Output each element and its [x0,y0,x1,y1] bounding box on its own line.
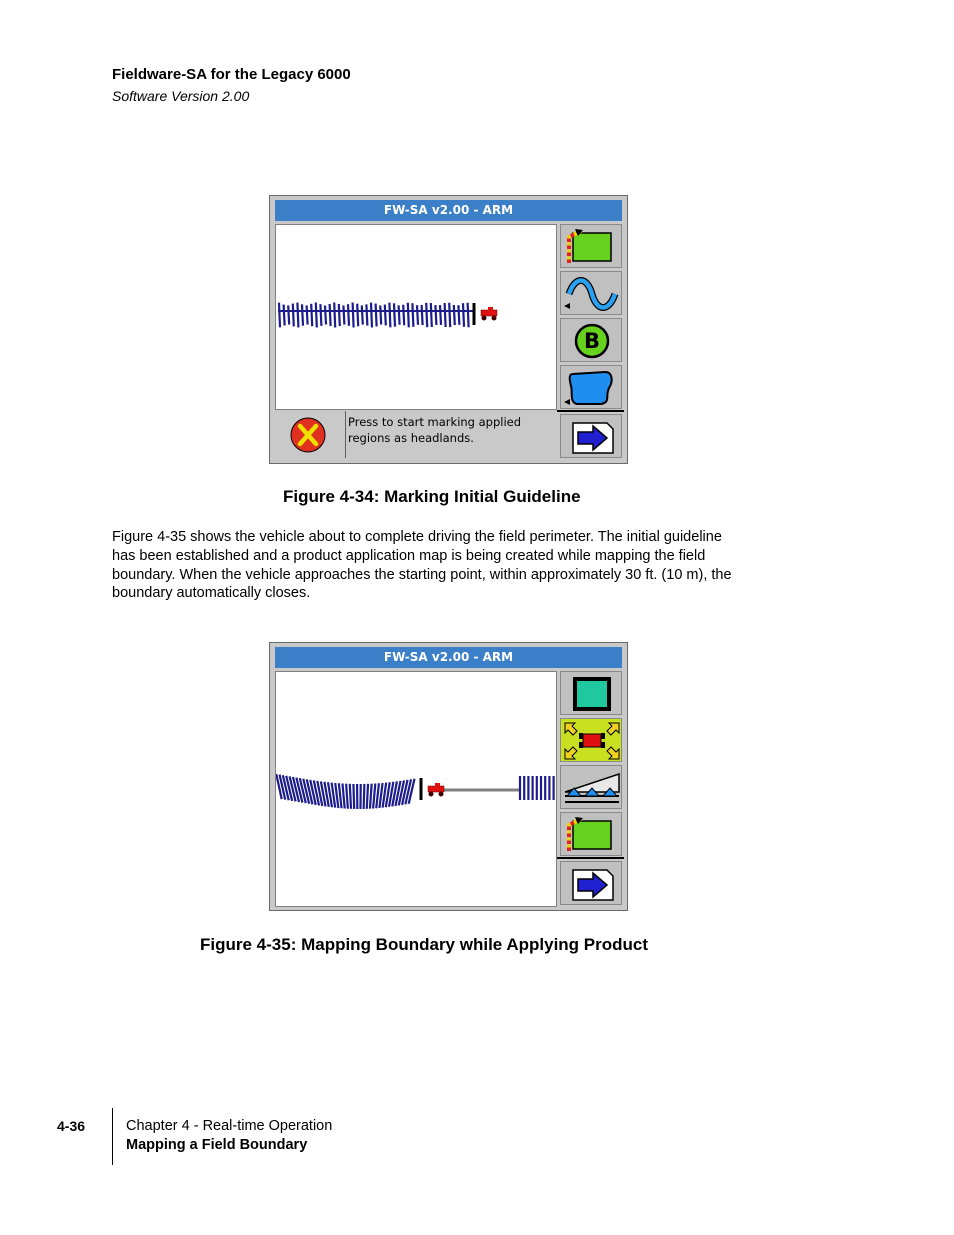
swath-mark [279,303,280,328]
swath-mark [343,305,344,324]
instruction-text [348,414,553,454]
swath-mark [297,303,298,328]
boundary-button[interactable] [560,224,622,268]
swath-mark [408,303,409,328]
screenshot-mapping-boundary [269,642,628,911]
vehicle-icon [428,783,444,797]
swath-mark [325,305,326,324]
paragraph-line: boundary. When the vehicle approaches the starting point, within approximately 30 ft. (10 m), the [112,566,732,583]
swath-mark [366,304,367,325]
paragraph-line: boundary automatically closes. [112,585,311,602]
instruction-line: regions as headlands. [348,431,474,445]
swath-mark [445,303,446,327]
square-map-icon [561,672,623,716]
boundary-icon [561,225,623,269]
swath-mark [284,305,285,326]
swath-mark [412,303,413,327]
swath-mark [380,305,381,324]
swath-mark [311,304,312,326]
paragraph-line: Figure 4-35 shows the vehicle about to complete driving the field perimeter. The initial guideline [112,529,722,545]
swath-mark [371,303,372,328]
zoom-vehicle-icon [561,719,623,763]
swath-mark [389,303,390,328]
swath-mark [302,304,303,325]
swath-mark [334,303,335,328]
swath-mark [417,305,418,325]
swath-mark [330,304,331,326]
boom-sections-icon [561,766,623,810]
swath-mark [449,303,450,327]
swath-mark [435,305,436,325]
swath-mark [339,304,340,326]
applied-product-map [276,672,558,908]
swath-mark [342,783,344,808]
swath-mark [373,783,375,808]
instruction-line: Press to start marking applied [348,415,522,429]
swath-mark [367,784,368,809]
next-page-button[interactable] [560,414,622,458]
field-shape-button[interactable] [560,365,622,409]
next-arrow-icon [561,862,623,906]
swath-mark [320,304,321,326]
software-version: Software Version 2.00 [112,88,250,104]
swath-mark [346,784,348,809]
b-point-button[interactable] [560,318,622,362]
swath-mark [288,305,289,324]
page-number: 4-36 [57,1118,86,1134]
swath-mark [357,304,358,327]
screenshot-marking-guideline [269,195,628,464]
swath-mark [458,305,459,325]
figure-caption: Figure 4-34: Marking Initial Guideline [283,487,581,506]
swath-mark [403,305,404,325]
swath-mark [454,305,455,325]
square-map-button[interactable] [560,671,622,715]
swath-mark [426,303,427,327]
body-paragraph [112,528,802,603]
swath-mark [348,304,349,326]
swath-mark [468,303,469,328]
swath-mark [362,305,363,324]
curve-guideline-button[interactable] [560,271,622,315]
button-separator [557,410,624,412]
swath-mark [376,783,379,808]
swath-mark [350,784,351,809]
swath-mark [440,305,441,325]
swath-mark [307,305,308,324]
screen-title-bar: FW-SA v2.00 - ARM [275,647,622,668]
swath-mark [394,303,395,326]
next-arrow-icon [561,415,623,459]
document-title: Fieldware-SA for the Legacy 6000 [112,66,351,83]
swath-mark [353,303,354,328]
swath-mark [376,304,377,327]
swath-mark [364,784,365,809]
boundary-icon [561,813,623,857]
svg-text:B: B [583,329,601,353]
button-separator [557,857,624,859]
swath-mark [316,303,317,328]
swath-mark [385,305,386,326]
chapter-title: Chapter 4 - Real-time Operation [126,1118,333,1134]
swath-mark [370,784,372,809]
field-shape-icon [561,366,623,410]
curve-guideline-icon [561,272,623,316]
swath-mark [422,305,423,325]
swath-mark [463,303,464,327]
swath-mark [431,303,432,327]
zoom-vehicle-button[interactable] [560,718,622,762]
figure-caption: Figure 4-35: Mapping Boundary while Applying Product [200,935,649,954]
swath-mark [399,305,400,324]
guideline-swath [276,225,558,411]
map-view[interactable] [275,224,557,410]
next-page-button[interactable] [560,861,622,905]
swath-mark [353,784,354,809]
boundary-button[interactable] [560,812,622,856]
red-x-icon [275,411,346,458]
swath-mark [339,783,342,808]
section-title: Mapping a Field Boundary [126,1137,308,1153]
status-bar [275,411,557,458]
cancel-button[interactable] [275,411,346,458]
swath-mark [293,304,294,327]
b-point-icon [561,319,623,363]
footer-divider [112,1108,113,1165]
vehicle-icon [481,307,497,321]
screen-title-bar: FW-SA v2.00 - ARM [275,200,622,221]
boom-sections-button[interactable] [560,765,622,809]
paragraph-line: has been established and a product application map is being created while mapping the field [112,547,706,564]
map-view[interactable] [275,671,557,907]
